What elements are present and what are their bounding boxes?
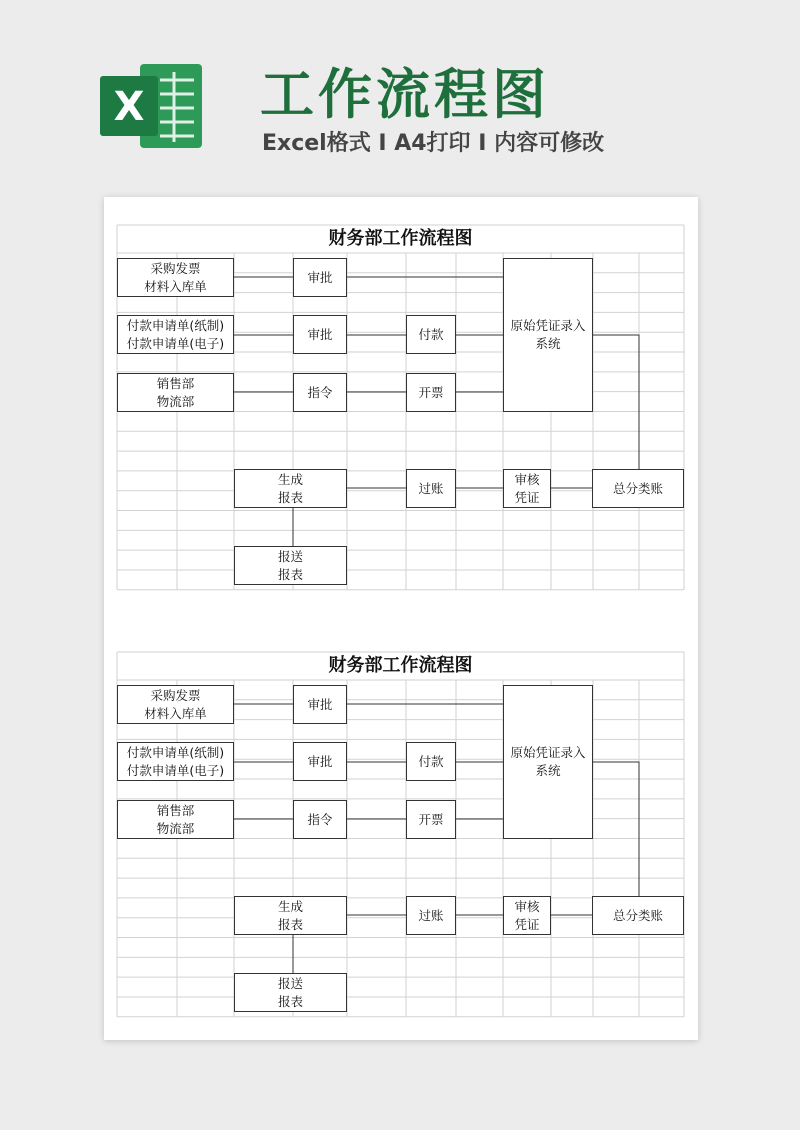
invoice-box [406, 373, 456, 412]
box-line: 材料入库单 [144, 278, 207, 294]
box-line: 物流部 [156, 820, 195, 836]
box-line: 原始凭证录入 [510, 318, 586, 333]
instruct-box [293, 373, 347, 412]
connector-voucher-ledger [593, 335, 639, 469]
box-line: 审批 [307, 326, 333, 342]
box-line: 系统 [535, 763, 561, 778]
box-line: 付款申请单(纸制) [126, 317, 225, 333]
box-line: 系统 [535, 336, 561, 351]
approve-box-2 [293, 315, 347, 354]
box-line: 物流部 [156, 393, 195, 409]
page-subtitle: Excel格式 I A4打印 I 内容可修改 [262, 131, 605, 156]
connector-voucher-ledger [593, 762, 639, 896]
box-line: 采购发票 [150, 687, 201, 703]
generate-report-box [234, 896, 347, 935]
box-line: 生成 [277, 898, 303, 914]
box-line: 报送 [277, 975, 303, 991]
flowchart-2 [104, 638, 698, 1018]
box-line: 报表 [277, 489, 303, 505]
spreadsheet-page [104, 197, 698, 1040]
box-line: 报表 [277, 993, 303, 1009]
box-line: 付款 [418, 326, 444, 342]
box-line: 过账 [418, 480, 444, 496]
box-line: 生成 [277, 471, 303, 487]
box-line: 凭证 [514, 916, 540, 932]
flowchart-title: 财务部工作流程图 [328, 228, 473, 249]
general-ledger-box [592, 896, 684, 935]
voucher-entry-box [503, 258, 593, 412]
posting-box [406, 896, 456, 935]
box-line: 凭证 [514, 489, 540, 505]
box-line: 过账 [418, 907, 444, 923]
box-line: 付款申请单(电子) [126, 762, 225, 778]
voucher-entry-box [503, 685, 593, 839]
general-ledger-box [592, 469, 684, 508]
box-line: 报表 [277, 916, 303, 932]
box-line: 付款申请单(纸制) [126, 744, 225, 760]
invoice-box [406, 800, 456, 839]
box-line: 开票 [418, 384, 444, 400]
audit-voucher-box [503, 469, 551, 508]
instruct-box [293, 800, 347, 839]
flowchart-1 [104, 211, 698, 591]
box-line: 开票 [418, 811, 444, 827]
flowchart-title: 财务部工作流程图 [328, 655, 473, 676]
box-line: 审核 [514, 471, 540, 487]
box-line: 指令 [307, 384, 333, 400]
box-line: 付款申请单(电子) [126, 335, 225, 351]
approve-box-1 [293, 685, 347, 724]
box-line: 指令 [307, 811, 333, 827]
box-line: 总分类账 [612, 480, 663, 496]
box-line: 采购发票 [150, 260, 201, 276]
generate-report-box [234, 469, 347, 508]
posting-box [406, 469, 456, 508]
box-line: 销售部 [156, 802, 195, 818]
excel-logo-icon [100, 58, 204, 154]
box-line: 总分类账 [612, 907, 663, 923]
approve-box-1 [293, 258, 347, 297]
box-line: 材料入库单 [144, 705, 207, 721]
source-payment-request-box [117, 742, 234, 781]
logo-letter: X [113, 84, 145, 130]
box-line: 报送 [277, 548, 303, 564]
source-sales-logistics-box [117, 800, 234, 839]
box-line: 审批 [307, 696, 333, 712]
box-line: 审批 [307, 753, 333, 769]
box-line: 付款 [418, 753, 444, 769]
page-title: 工作流程图 [260, 63, 550, 126]
source-invoice-box [117, 685, 234, 724]
send-report-box [234, 546, 347, 585]
pay-box [406, 742, 456, 781]
box-line: 审批 [307, 269, 333, 285]
box-line: 报表 [277, 566, 303, 582]
page-header [0, 0, 800, 190]
box-line: 原始凭证录入 [510, 745, 586, 760]
box-line: 销售部 [156, 375, 195, 391]
pay-box [406, 315, 456, 354]
approve-box-2 [293, 742, 347, 781]
source-invoice-box [117, 258, 234, 297]
send-report-box [234, 973, 347, 1012]
box-line: 审核 [514, 898, 540, 914]
source-payment-request-box [117, 315, 234, 354]
source-sales-logistics-box [117, 373, 234, 412]
audit-voucher-box [503, 896, 551, 935]
